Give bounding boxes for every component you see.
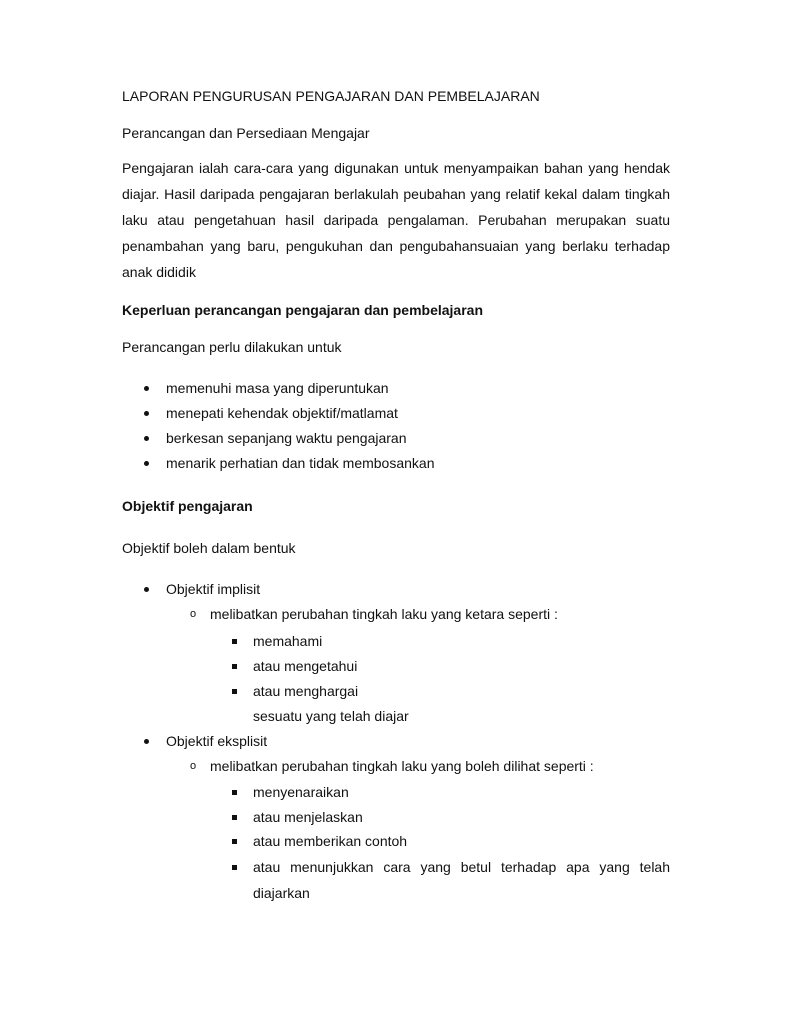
sub-sub-list-item-label: atau memberikan contoh <box>253 833 408 849</box>
sub-sub-list-item <box>253 809 363 826</box>
sub-sub-list-item <box>253 633 322 650</box>
bullet-circle-icon: o <box>190 608 197 620</box>
list-item <box>166 455 435 472</box>
sub-sub-list-item-label: memahami <box>253 633 323 649</box>
sub-sub-list-item-label: menyenaraikan <box>253 784 349 800</box>
sub-sub-list-item <box>253 683 358 700</box>
bullet-disc-icon <box>144 461 149 466</box>
bullet-square-icon <box>232 639 237 644</box>
sub-list-item <box>190 606 558 623</box>
list-item-objektif-eksplisit <box>166 733 267 750</box>
section-heading-perancangan: Perancangan dan Persediaan Mengajar <box>122 125 370 141</box>
list-item <box>166 380 389 397</box>
sub-list-item-label: melibatkan perubahan tingkah laku yang ketara seperti : <box>210 606 558 622</box>
list-item-label: berkesan sepanjang waktu pengajaran <box>166 430 407 446</box>
bullet-disc-icon <box>144 587 149 592</box>
sub-sub-list-item-label: atau menunjukkan cara yang betul terhadap apa yang telah <box>253 859 670 875</box>
sub-list-item <box>190 758 594 775</box>
sub-sub-list-item <box>253 658 357 675</box>
bullet-square-icon <box>232 815 237 820</box>
bullet-circle-icon: o <box>190 760 197 772</box>
list-item-label: memenuhi masa yang diperuntukan <box>166 380 389 396</box>
bullet-square-icon <box>232 664 237 669</box>
section-lead-objektif: Objektif boleh dalam bentuk <box>122 540 296 556</box>
sub-list-item-label: melibatkan perubahan tingkah laku yang boleh dilihat seperti : <box>210 758 594 774</box>
continuation-text: sesuatu yang telah diajar <box>253 708 409 724</box>
section-heading-keperluan: Keperluan perancangan pengajaran dan pembelajaran <box>122 302 483 318</box>
continuation-text: diajarkan <box>253 885 310 901</box>
sub-sub-list-item-label: atau mengetahui <box>253 658 358 674</box>
bullet-disc-icon <box>144 386 149 391</box>
section-lead-perancangan: Perancangan perlu dilakukan untuk <box>122 339 342 355</box>
bullet-square-icon <box>232 865 237 870</box>
list-item <box>166 405 398 422</box>
bullet-square-icon <box>232 689 237 694</box>
sub-sub-list-item <box>253 784 349 801</box>
bullet-disc-icon <box>144 436 149 441</box>
list-item-label: menepati kehendak objektif/matlamat <box>166 405 398 421</box>
bullet-disc-icon <box>144 411 149 416</box>
list-item-label: menarik perhatian dan tidak membosankan <box>166 455 435 471</box>
sub-sub-list-item-label: atau menjelaskan <box>253 809 363 825</box>
bullet-disc-icon <box>144 739 149 744</box>
sub-sub-list-item <box>253 833 407 850</box>
sub-sub-list-item-label: atau menghargai <box>253 683 359 699</box>
list-item <box>166 430 407 447</box>
section-heading-objektif: Objektif pengajaran <box>122 498 253 514</box>
document-title: LAPORAN PENGURUSAN PENGAJARAN DAN PEMBELAJARAN <box>122 88 540 104</box>
list-item-label: Objektif eksplisit <box>166 733 268 749</box>
intro-paragraph: Pengajaran ialah cara-cara yang digunakan untuk menyampaikan bahan yang hendak diajar. Hasil daripada pengajaran berlakulah peubahan yang relatif kekal dalam tingkah laku atau pengetahuan hasil daripada pengalaman. Perubahan merupakan suatu penambahan yang baru, pengukuhan dan pengubahansuaian yang berlaku terhadap anak dididik <box>122 160 670 280</box>
list-item-label: Objektif implisit <box>166 581 261 597</box>
bullet-square-icon <box>232 790 237 795</box>
bullet-square-icon <box>232 839 237 844</box>
list-item-objektif-implisit <box>166 581 260 598</box>
